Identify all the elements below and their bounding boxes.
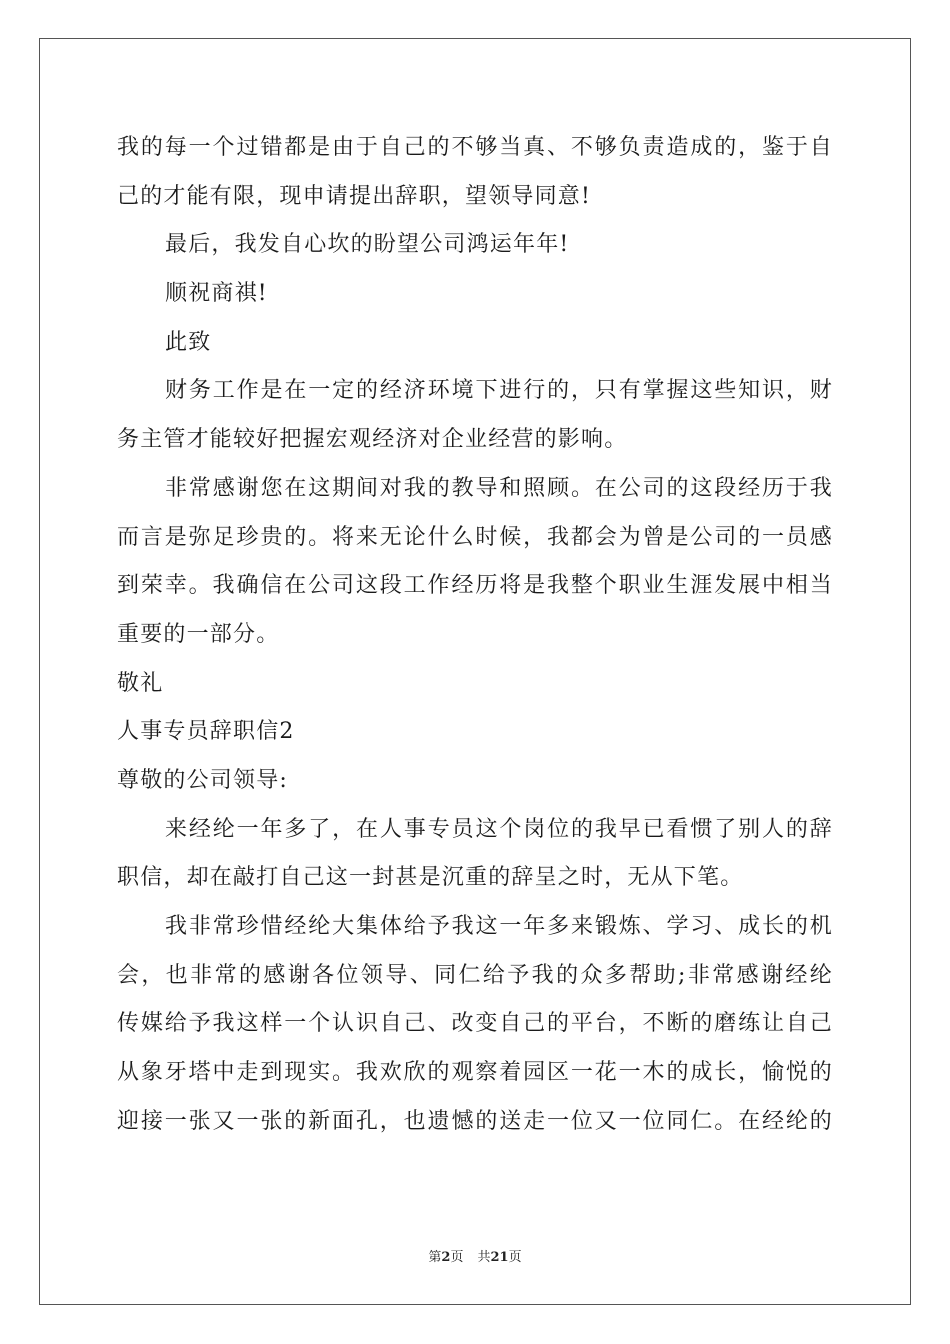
text-line: 最后，我发自心坎的盼望公司鸿运年年! bbox=[165, 232, 570, 258]
text-line: 会，也非常的感谢各位领导、同仁给予我的众多帮助;非常感谢经纶 bbox=[117, 962, 833, 988]
document-body bbox=[117, 124, 833, 1146]
text-line: 我的每一个过错都是由于自己的不够当真、不够负责造成的，鉴于自 bbox=[117, 135, 833, 160]
total-pages: 21 bbox=[490, 1250, 509, 1265]
text-line: 我非常珍惜经纶大集体给予我这一年多来锻炼、学习、成长的机 bbox=[165, 914, 833, 939]
text-line: 职信，却在敲打自己这一封甚是沉重的辞呈之时，无从下笔。 bbox=[117, 865, 744, 891]
text-line: 到荣幸。我确信在公司这段工作经历将是我整个职业生涯发展中相当 bbox=[117, 573, 833, 599]
page-prefix: 第 bbox=[428, 1250, 442, 1265]
text-line: 己的才能有限，现申请提出辞职，望领导同意! bbox=[117, 183, 592, 209]
text-line: 非常感谢您在这期间对我的教导和照顾。在公司的这段经历于我 bbox=[165, 475, 833, 501]
letter-greeting: 尊敬的公司领导: bbox=[117, 767, 289, 793]
text-line: 来经纶一年多了，在人事专员这个岗位的我早已看惯了别人的辞 bbox=[165, 816, 833, 842]
text-line: 迎接一张又一张的新面孔，也遗憾的送走一位又一位同仁。在经纶的 bbox=[117, 1108, 833, 1134]
total-suffix: 页 bbox=[508, 1250, 522, 1265]
text-line: 务主管才能较好把握宏观经济对企业经营的影响。 bbox=[117, 427, 628, 453]
total-prefix: 共 bbox=[477, 1250, 491, 1265]
page-number: 2 bbox=[441, 1250, 451, 1265]
section-heading: 人事专员辞职信2 bbox=[117, 719, 295, 745]
text-line: 传媒给予我这样一个认识自己、改变自己的平台，不断的磨练让自己 bbox=[117, 1011, 833, 1037]
text-line: 财务工作是在一定的经济环境下进行的，只有掌握这些知识，财 bbox=[165, 378, 833, 404]
text-line: 顺祝商祺! bbox=[165, 281, 268, 307]
page-suffix: 页 bbox=[450, 1250, 464, 1265]
closing-salutation: 敬礼 bbox=[117, 670, 164, 696]
text-line: 此致 bbox=[165, 329, 212, 355]
text-line: 重要的一部分。 bbox=[117, 621, 280, 647]
text-line: 从象牙塔中走到现实。我欢欣的观察着园区一花一木的成长，愉悦的 bbox=[117, 1060, 833, 1086]
text-line: 而言是弥足珍贵的。将来无论什么时候，我都会为曾是公司的一员感 bbox=[117, 524, 833, 550]
page-footer bbox=[0, 1246, 950, 1265]
